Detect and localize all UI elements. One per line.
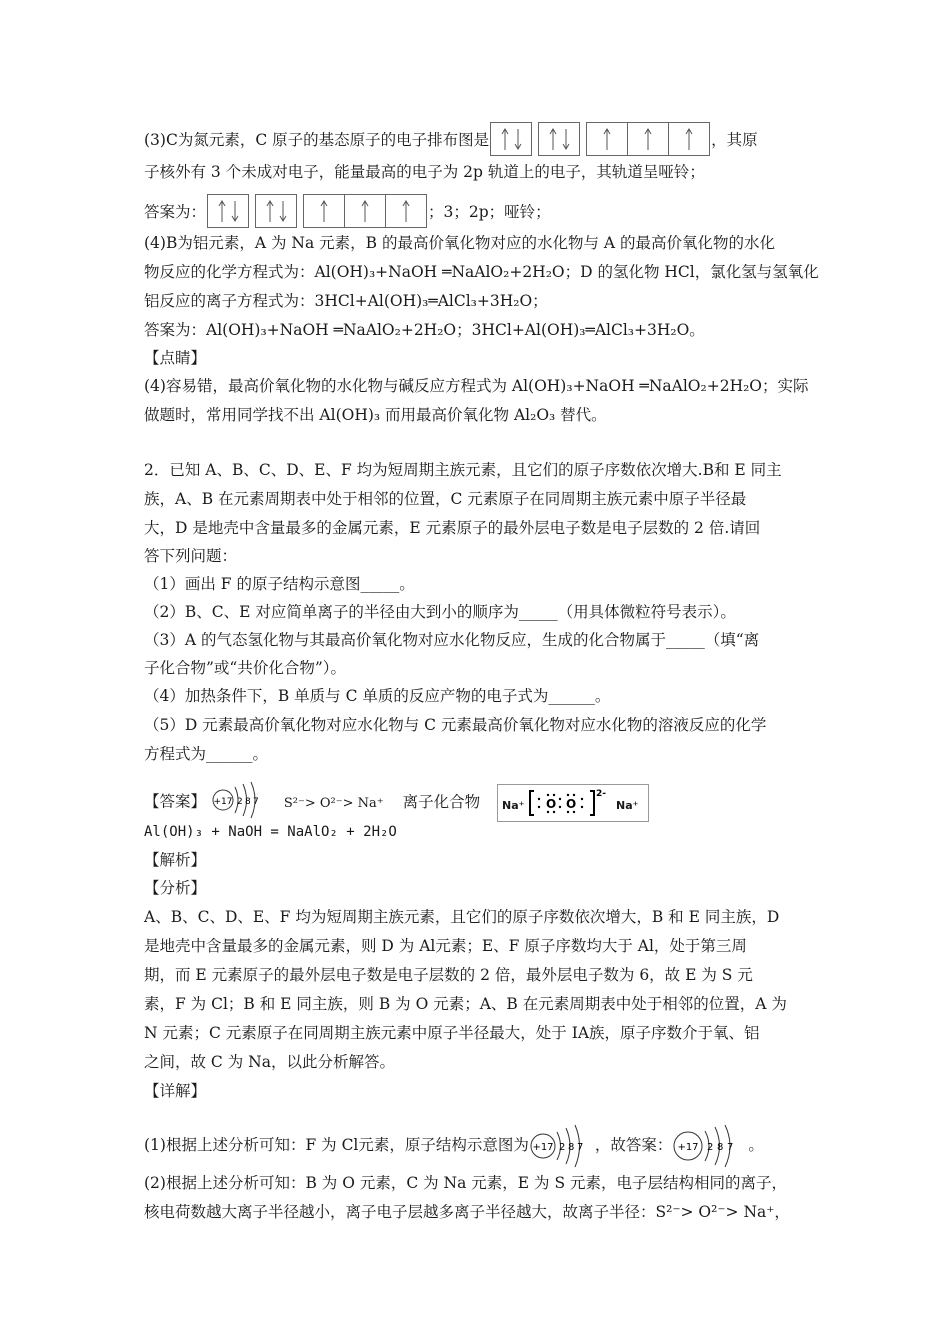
svg-text:7: 7 — [727, 1142, 734, 1153]
ion-radius-order: S²⁻> O²⁻> Na⁺ — [283, 795, 384, 811]
svg-text:8: 8 — [567, 1142, 575, 1153]
answer-equation: Al(OH)₃ + NaOH = NaAlO₂ + 2H₂O — [144, 824, 397, 840]
s4-line3: 铝反应的离子方程式为：3HCl+Al(OH)₃═AlCl₃+3H₂O； — [144, 292, 548, 310]
s3-line3 — [144, 196, 551, 230]
orbital-1s — [207, 194, 249, 228]
analysis-line6: 之间，故 C 为 Na，以此分析解答。 — [144, 1053, 395, 1071]
orbital-2s — [255, 194, 297, 228]
orbital-diagram — [490, 122, 710, 156]
answer-heading: 【答案】 — [144, 792, 207, 811]
q2-part2: （2）B、C、E 对应简单离子的半径由大到小的顺序为_____（用具体微粒符号表示）。 — [144, 603, 736, 621]
orbital-2p-1 — [303, 194, 344, 228]
svg-text:+17: +17 — [677, 1142, 699, 1153]
svg-text:2: 2 — [707, 1142, 714, 1153]
chlorine-atom-structure-diagram — [529, 1124, 595, 1168]
q2-part5a: （5）D 元素最高价氧化物对应水化物与 C 元素最高价氧化物对应水化物的溶液反应的化学 — [144, 716, 767, 734]
detail-heading: 【详解】 — [144, 1082, 207, 1100]
svg-text:+17: +17 — [532, 1142, 554, 1153]
analysis-line3: 期，而 E 元素原子的最外层电子数是电子层数的 2 倍，最外层电子数为 6，故 E 为 S 元 — [144, 966, 753, 984]
q2-part3b: 子化合物”或“共价化合物”）。 — [144, 659, 347, 677]
compound-type: 离子化合物 — [402, 792, 481, 811]
shell-3: 7 — [252, 797, 259, 807]
orbital-2p-3 — [668, 122, 710, 156]
dianjing-heading: 【点睛】 — [144, 349, 207, 367]
lewis-charge: 2- — [596, 788, 607, 799]
na-ion-left: Na⁺ — [502, 798, 525, 812]
text: 。 — [748, 1136, 764, 1154]
text: ；3；2p；哑铃； — [428, 203, 551, 221]
detail-line3: 核电荷数越大离子半径越小，离子电子层越多离子半径越大，故离子半径：S²⁻> O²⁻> Na⁺， — [144, 1203, 790, 1221]
shell-2: 8 — [244, 797, 251, 807]
q2-line1: 2．已知 A、B、C、D、E、F 均为短周期主族元素，且它们的原子序数依次增大.B和 E 同主 — [144, 461, 782, 479]
analysis-line4: 素，F 为 Cl；B 和 E 同主族，则 B 为 O 元素；A、B 在元素周期表中处于相邻的位置，A 为 — [144, 995, 787, 1013]
orbital-2p-1 — [586, 122, 627, 156]
fenxi-heading: 【分析】 — [144, 879, 207, 897]
text: (3)C为氮元素，C 原子的基态原子的电子排布图是 — [144, 131, 490, 149]
q2-line3: 大，D 是地壳中含量最多的金属元素，E 元素原子的最外层电子数是电子层数的 2 倍.请回 — [144, 519, 761, 537]
analysis-line5: N 元素；C 元素原子在同周期主族元素中原子半径最大，处于 IA族，原子序数介于氧、铝 — [144, 1024, 760, 1042]
svg-text:O: O — [566, 796, 577, 811]
nucleus-label: +17 — [213, 797, 233, 807]
q2-part4: （4）加热条件下，B 单质与 C 单质的反应产物的电子式为______。 — [144, 687, 611, 705]
svg-text:O: O — [546, 796, 557, 811]
q2-line2: 族，A、B 在元素周期表中处于相邻的位置，C 元素原子在同周期主族元素中原子半径最 — [144, 490, 747, 508]
text: ，故答案： — [594, 1136, 673, 1154]
orbital-1s — [490, 122, 532, 156]
analysis-line2: 是地壳中含量最多的金属元素，则 D 为 Al元素；E、F 原子序数均大于 Al，处于第三周 — [144, 937, 747, 955]
detail-line2: (2)根据上述分析可知：B 为 O 元素，C 为 Na 元素，E 为 S 元素，电子层结构相同的离子， — [144, 1174, 787, 1192]
answer-line — [144, 781, 649, 824]
s3-line2: 子核外有 3 个未成对电子，能量最高的电子为 2p 轨道上的电子，其轨道呈哑铃； — [144, 163, 705, 181]
q2-line4: 答下列问题： — [144, 547, 238, 565]
s4-line2: 物反应的化学方程式为：Al(OH)₃+NaOH ═NaAlO₂+2H₂O；D 的氢化物 HCl，氯化氢与氢氧化 — [144, 263, 819, 281]
orbital-diagram-answer — [207, 194, 427, 228]
q2-part1: （1）画出 F 的原子结构示意图_____。 — [144, 575, 415, 593]
text: 答案为： — [144, 203, 207, 221]
text: ，其原 — [711, 131, 758, 149]
q2-part5b: 方程式为______。 — [144, 745, 269, 763]
orbital-2p-3 — [385, 194, 427, 228]
na-ion-right: Na⁺ — [616, 798, 639, 812]
svg-text:8: 8 — [717, 1142, 724, 1153]
analysis-heading: 【解析】 — [144, 851, 207, 869]
sodium-peroxide-lewis-structure — [497, 784, 649, 822]
detail-line1 — [144, 1124, 764, 1168]
orbital-2p-2 — [344, 194, 385, 228]
analysis-line1: A、B、C、D、E、F 均为短周期主族元素，且它们的原子序数依次增大，B 和 E 同主族，D — [144, 908, 780, 926]
text: (1)根据上述分析可知：F 为 Cl元素，原子结构示意图为 — [144, 1136, 529, 1154]
orbital-2s — [538, 122, 580, 156]
q2-part3a: （3）A 的气态氢化物与其最高价氧化物对应水化物反应，生成的化合物属于_____（填“离 — [144, 631, 760, 649]
chlorine-atom-structure-diagram — [211, 781, 271, 824]
orbital-2p-2 — [627, 122, 668, 156]
dianjing-line1: (4)容易错，最高价氧化物的水化物与碱反应方程式为 Al(OH)₃+NaOH ═NaAlO₂+2H₂O；实际 — [144, 377, 809, 395]
s3-line1 — [144, 124, 758, 158]
dianjing-line2: 做题时，常用同学找不出 Al(OH)₃ 而用最高价氧化物 Al₂O₃ 替代。 — [144, 406, 607, 424]
s4-line1: (4)B为铝元素，A 为 Na 元素，B 的最高价氧化物对应的水化物与 A 的最高价氧化物的水化 — [144, 234, 775, 252]
shell-1: 2 — [236, 797, 243, 807]
svg-text:2: 2 — [558, 1142, 566, 1153]
svg-text:7: 7 — [576, 1142, 584, 1153]
chlorine-atom-structure-diagram-answer — [672, 1124, 748, 1168]
s4-line4: 答案为：Al(OH)₃+NaOH ═NaAlO₂+2H₂O；3HCl+Al(OH)₃═AlCl₃+3H₂O。 — [144, 321, 705, 339]
